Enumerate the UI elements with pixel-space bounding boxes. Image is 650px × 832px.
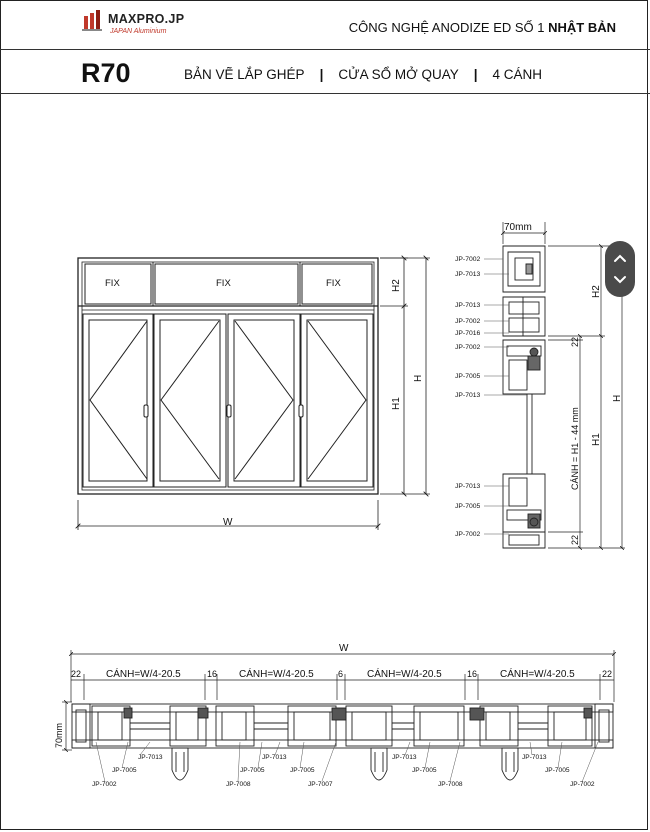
dim-h2: H2 (591, 285, 602, 298)
part-label: JP-7005 (545, 767, 570, 774)
handle-icon (144, 405, 303, 417)
part-label: JP-7002 (570, 781, 595, 788)
plan-profiles (72, 704, 613, 748)
vertical-section (503, 246, 545, 548)
part-label: JP-7013 (455, 392, 481, 399)
section-width-label: 70mm (504, 222, 532, 233)
dim-width: W (223, 517, 233, 528)
part-label: JP-7008 (438, 781, 463, 788)
plan-height-label: 70mm (54, 722, 64, 748)
part-label: JP-7013 (522, 754, 547, 761)
section-part-labels (455, 256, 481, 538)
part-label: JP-7013 (138, 754, 163, 761)
fix-label: FIX (105, 278, 120, 289)
sash-1 (83, 314, 153, 487)
chevron-up-icon[interactable] (615, 256, 625, 261)
part-label: JP-7002 (92, 781, 117, 788)
part-label: JP-7008 (226, 781, 251, 788)
sash-3 (228, 314, 300, 487)
sash-4 (301, 314, 373, 487)
elevation-view (78, 258, 378, 494)
plan-dim: 6 (338, 669, 344, 679)
plan-dim: 22 (71, 669, 82, 679)
tagline-prefix: CÔNG NGHỆ ANODIZE ED SỐ 1 (348, 20, 549, 35)
part-label: JP-7002 (455, 256, 481, 263)
dim-h: H (612, 394, 623, 402)
sash-2 (154, 314, 226, 487)
part-label: JP-7005 (412, 767, 437, 774)
brand-name: MAXPRO.JP (108, 12, 185, 26)
part-label: JP-7002 (455, 531, 481, 538)
dim-h1: H1 (591, 433, 602, 446)
part-label: JP-7002 (455, 318, 481, 325)
sash-width-label: CÁNH=W/4-20.5 (239, 669, 314, 680)
tagline-bold: NHẬT BẢN (548, 20, 616, 35)
chevron-down-icon[interactable] (615, 277, 625, 282)
section-leaders (484, 259, 527, 534)
sash-width-label: CÁNH=W/4-20.5 (106, 669, 181, 680)
plan-dimensions (62, 650, 614, 750)
plan-part-labels (92, 754, 595, 788)
dim-22-bottom: 22 (570, 534, 580, 545)
part-label: JP-7007 (308, 781, 333, 788)
nav-separator: | (473, 67, 478, 82)
part-label: JP-7013 (455, 483, 481, 490)
handle-icon (172, 748, 518, 780)
part-label: JP-7005 (112, 767, 137, 774)
fix-label: FIX (216, 278, 231, 289)
dim-h2: H2 (391, 279, 402, 292)
sash-formula: CÁNH = H1 - 44 mm (570, 407, 580, 490)
part-label: JP-7005 (290, 767, 315, 774)
nav-separator: | (319, 67, 324, 82)
sash-width-label: CÁNH=W/4-20.5 (500, 669, 575, 680)
brand-sub: JAPAN Aluminium (110, 28, 167, 35)
part-label: JP-7016 (455, 330, 481, 337)
nav-item-sashes: 4 CÁNH (492, 67, 543, 82)
part-label: JP-7013 (392, 754, 417, 761)
part-label: JP-7013 (262, 754, 287, 761)
fix-label: FIX (326, 278, 341, 289)
dim-h: H (413, 374, 424, 382)
sash-width-label: CÁNH=W/4-20.5 (367, 669, 442, 680)
scroll-control (605, 241, 635, 297)
plan-width: W (339, 643, 349, 654)
part-label: JP-7013 (455, 271, 481, 278)
dim-h1: H1 (391, 397, 402, 410)
part-label: JP-7013 (455, 302, 481, 309)
dim-22-top: 22 (570, 336, 580, 347)
plan-dim: 16 (207, 669, 218, 679)
part-label: JP-7005 (455, 503, 481, 510)
part-label: JP-7005 (240, 767, 265, 774)
part-label: JP-7002 (455, 344, 481, 351)
elevation-dimensions (78, 258, 430, 530)
part-label: JP-7005 (455, 373, 481, 380)
nav-item-drawing: BẢN VẼ LẮP GHÉP (184, 67, 305, 82)
model-code: R70 (81, 58, 131, 88)
plan-dim: 16 (467, 669, 478, 679)
nav-item-type: CỬA SỔ MỞ QUAY (338, 67, 459, 82)
scroll-icons (605, 241, 635, 297)
plan-dim: 22 (602, 669, 613, 679)
